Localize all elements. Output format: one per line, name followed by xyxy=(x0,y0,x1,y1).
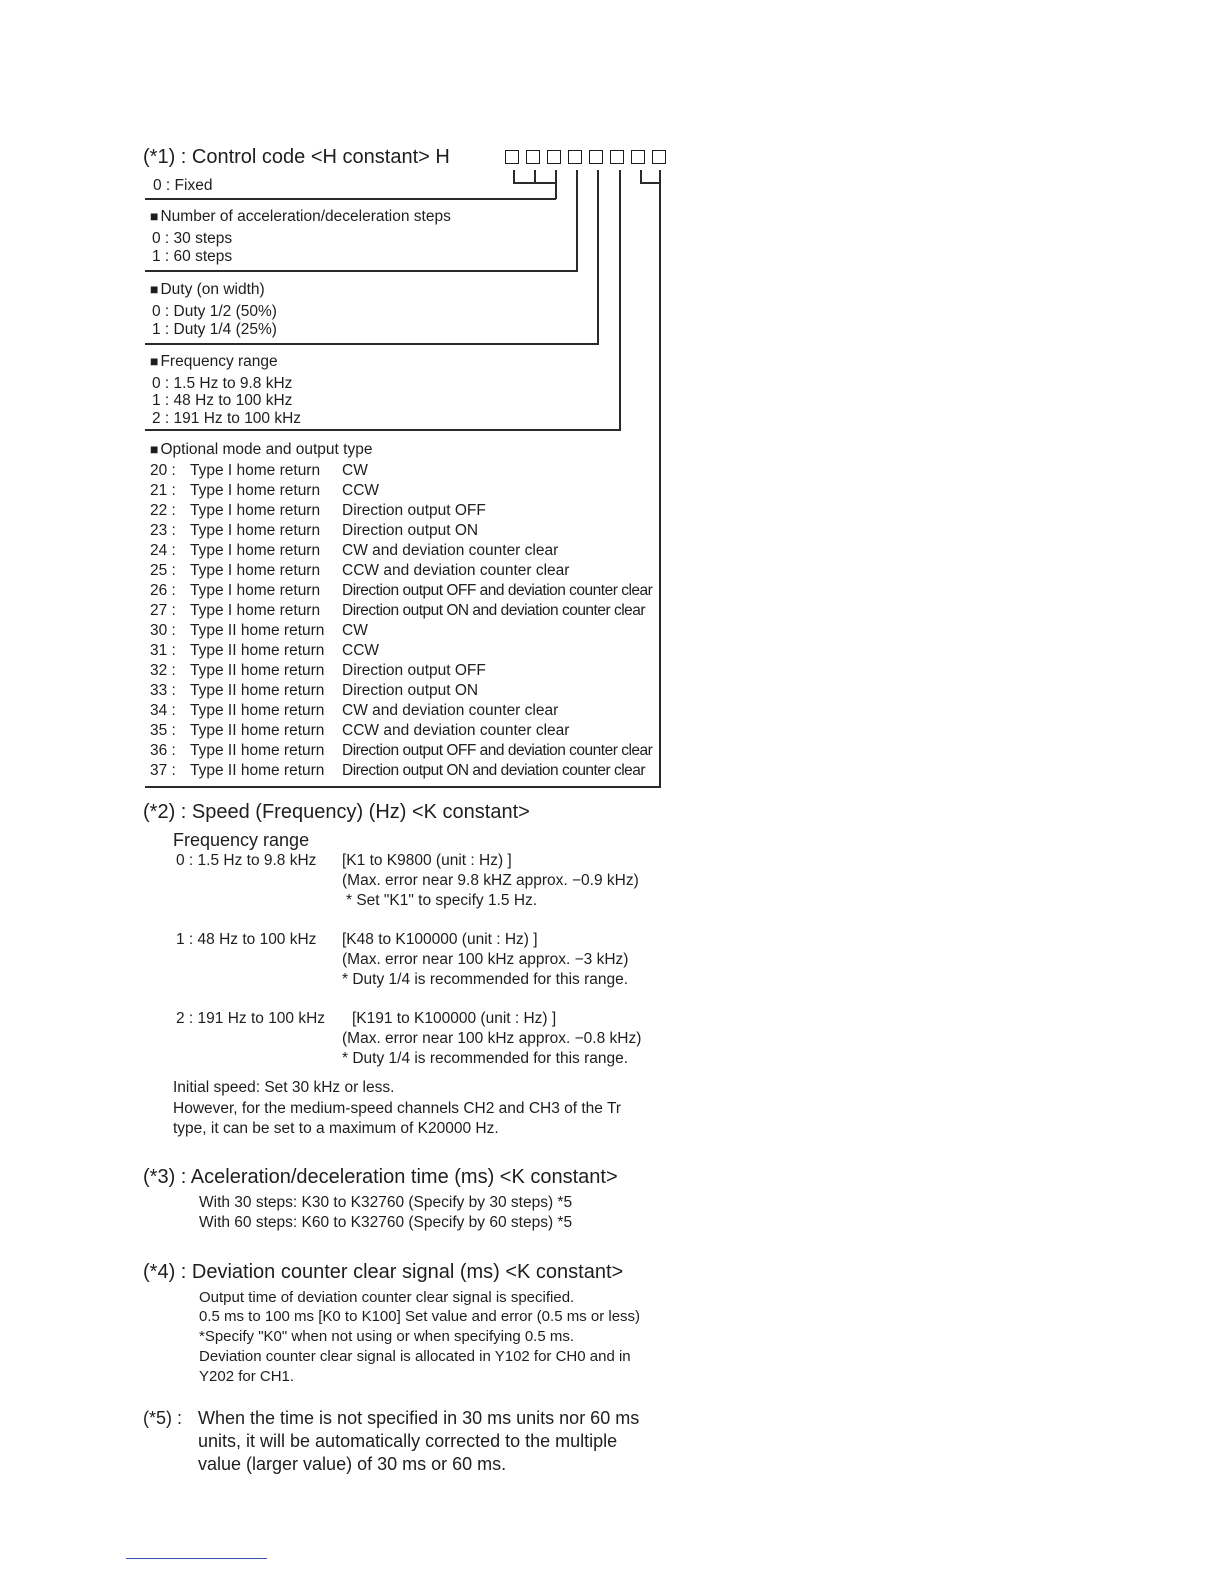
initial-speed-line: However, for the medium-speed channels CH2 and CH3 of the Tr xyxy=(173,1100,622,1117)
note5-label: (*5) : xyxy=(143,1408,183,1428)
accel-time-line: With 60 steps: K60 to K32760 (Specify by 60 steps) *5 xyxy=(199,1214,573,1231)
speed-k-0: [K1 to K9800 (unit : Hz) ] xyxy=(342,852,512,869)
mode-row: 22 : Type I home return Direction output OFF xyxy=(150,502,486,519)
speed-note-1: * Duty 1/4 is recommended for this range. xyxy=(342,971,629,988)
steps-title: ■ Number of acceleration/deceleration steps xyxy=(150,208,451,226)
mode-row: 34 : Type II home return CW and deviation counter clear xyxy=(150,702,559,719)
mode-row: 23 : Type I home return Direction output ON xyxy=(150,522,479,539)
mode-row: 32 : Type II home return Direction output OFF xyxy=(150,662,486,679)
speed-k-2: [K191 to K100000 (unit : Hz) ] xyxy=(352,1010,557,1027)
freq-range-subheading: Frequency range xyxy=(173,830,310,850)
deviation-line: Deviation counter clear signal is allocated in Y102 for CH0 and in xyxy=(199,1348,631,1365)
note5-line: value (larger value) of 30 ms or 60 ms. xyxy=(198,1454,507,1474)
mode-row: 26 : Type I home return Direction output OFF and deviation counter clear xyxy=(150,582,653,599)
initial-speed-line: type, it can be set to a maximum of K20000 Hz. xyxy=(173,1120,499,1137)
deviation-heading: (*4) : Deviation counter clear signal (ms) <K constant> xyxy=(143,1261,624,1283)
speed-err-0: (Max. error near 9.8 kHZ approx. −0.9 kHz) xyxy=(342,872,639,889)
mode-title: ■ Optional mode and output type xyxy=(150,441,372,459)
mode-row: 31 : Type II home return CCW xyxy=(150,642,380,659)
note5-line: When the time is not specified in 30 ms units nor 60 ms xyxy=(198,1408,640,1428)
speed-err-2: (Max. error near 100 kHz approx. −0.8 kHz) xyxy=(342,1030,642,1047)
mode-row: 20 : Type I home return CW xyxy=(150,462,368,479)
initial-speed-line: Initial speed: Set 30 kHz or less. xyxy=(173,1079,395,1096)
duty-title: ■ Duty (on width) xyxy=(150,281,265,299)
mode-row: 35 : Type II home return CCW and deviation counter clear xyxy=(150,722,570,739)
speed-range-2: 2 : 191 Hz to 100 kHz xyxy=(176,1010,326,1027)
footnote-separator xyxy=(126,1558,267,1559)
speed-note-2: * Duty 1/4 is recommended for this range. xyxy=(342,1050,629,1067)
duty-item: 1 : Duty 1/4 (25%) xyxy=(152,321,277,338)
accel-time-heading: (*3) : Aceleration/deceleration time (ms) <K constant> xyxy=(143,1166,618,1188)
freq-title: ■ Frequency range xyxy=(150,353,278,371)
mode-row: 36 : Type II home return Direction output OFF and deviation counter clear xyxy=(150,742,653,759)
freq-item: 1 : 48 Hz to 100 kHz xyxy=(152,392,293,409)
fixed-label: 0 : Fixed xyxy=(153,177,213,194)
note5-line: units, it will be automatically corrected to the multiple xyxy=(198,1431,618,1451)
mode-row: 25 : Type I home return CCW and deviation counter clear xyxy=(150,562,570,579)
deviation-line: Output time of deviation counter clear signal is specified. xyxy=(199,1289,575,1306)
deviation-line: *Specify "K0" when not using or when specifying 0.5 ms. xyxy=(199,1328,575,1345)
speed-k-1: [K48 to K100000 (unit : Hz) ] xyxy=(342,931,538,948)
duty-item: 0 : Duty 1/2 (50%) xyxy=(152,303,277,320)
deviation-line: 0.5 ms to 100 ms [K0 to K100] Set value and error (0.5 ms or less) xyxy=(199,1308,641,1325)
mode-row: 33 : Type II home return Direction output ON xyxy=(150,682,479,699)
steps-item: 0 : 30 steps xyxy=(152,230,233,247)
control-code-heading: (*1) : Control code <H constant> H xyxy=(143,146,450,168)
freq-item: 0 : 1.5 Hz to 9.8 kHz xyxy=(152,375,293,392)
mode-row: 24 : Type I home return CW and deviation counter clear xyxy=(150,542,559,559)
mode-row: 27 : Type I home return Direction output ON and deviation counter clear xyxy=(150,602,646,619)
speed-range-0: 0 : 1.5 Hz to 9.8 kHz xyxy=(176,852,317,869)
speed-err-1: (Max. error near 100 kHz approx. −3 kHz) xyxy=(342,951,629,968)
freq-item: 2 : 191 Hz to 100 kHz xyxy=(152,410,302,427)
speed-heading: (*2) : Speed (Frequency) (Hz) <K constant> xyxy=(143,801,530,823)
mode-row: 21 : Type I home return CCW xyxy=(150,482,380,499)
steps-item: 1 : 60 steps xyxy=(152,248,233,265)
mode-row: 37 : Type II home return Direction output ON and deviation counter clear xyxy=(150,762,646,779)
deviation-line: Y202 for CH1. xyxy=(199,1368,295,1385)
mode-row: 30 : Type II home return CW xyxy=(150,622,368,639)
speed-range-1: 1 : 48 Hz to 100 kHz xyxy=(176,931,317,948)
speed-note-0: * Set "K1" to specify 1.5 Hz. xyxy=(346,892,538,909)
accel-time-line: With 30 steps: K30 to K32760 (Specify by 30 steps) *5 xyxy=(199,1194,573,1211)
